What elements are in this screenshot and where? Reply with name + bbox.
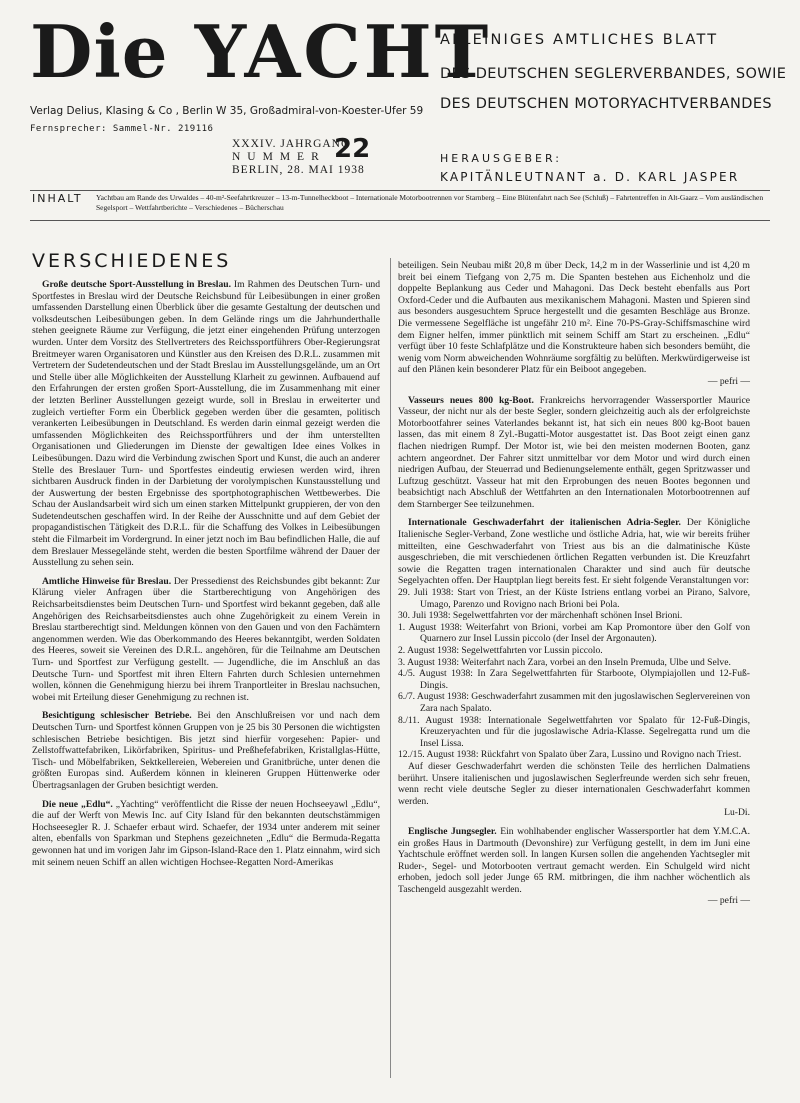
article-besichtigung bbox=[32, 710, 380, 791]
article-body: „Yachting“ veröffentlicht die Risse der neuen Hochseeyawl „Edlu“, die auf der Werft von Mewis Inc. auf City Island für den bekannten deutschstämmigen Hochseesegler R. J. Schaefer erbaut wird. Schaefer, der 1934 unter anderem mit seiner alten, ebenfalls von Sparkman und Stephens gezeichneten „Edlu“ die Bermuda-Regatta gewonnen hat und im vorigen Jahr im Gipson-Island-Race den 1. Platz einnahm, wird sich mit seinem neuen Schiff an allen wichtigen Hochsee-Regatten Nord-Amerikas bbox=[32, 798, 380, 868]
article-edlu bbox=[32, 799, 380, 869]
claim-line-2: DES DEUTSCHEN SEGLERVERBANDES, SOWIE bbox=[440, 66, 787, 82]
toc-label: INHALT bbox=[32, 192, 83, 205]
schedule-item: 8./11. August 1938: Internationale Segelwettfahrten vor Spalato für 12-Fuß-Dingis, Kreuzeryachten und für die jugoslawische Adria-Klasse. Segelregatta rund um die Insel Lissa. bbox=[398, 714, 750, 749]
editor-name: KAPITÄNLEUTNANT a. D. KARL JASPER bbox=[440, 170, 740, 184]
article-body: Ein wohlhabender englischer Wassersportler hat dem Y.M.C.A. ein großes Haus in Dartmouth (Devonshire) zur Verfügung gestellt, in dem im Juni eine Yachtschule eröffnet werden soll. In langen Kursen sollen die angehenden Yachtsegler mit Ruder-, Segel- und Motorbooten vertraut gemacht werden. Ein Schulgeld wird nicht erhoben, jedoch soll jeder Junge 65 RM. mitbringen, die ihm nachher wöchentlich als Taschengeld ausgezahlt werden. bbox=[398, 825, 750, 895]
editor-block bbox=[440, 150, 739, 186]
issue-number: 22 bbox=[334, 134, 371, 164]
schedule-item: 3. August 1938: Weiterfahrt nach Zara, vorbei an den Inseln Premuda, Ulbe und Selve. bbox=[398, 656, 731, 668]
right-column bbox=[398, 260, 750, 914]
publisher-line: Verlag Delius, Klasing & Co , Berlin W 35, Großadmiral-von-Koester-Ufer 59 bbox=[30, 105, 424, 117]
number-label: NUMMER bbox=[232, 151, 326, 163]
schedule-item: 4./5. August 1938: In Zara Segelwettfahrten für Starboote, Olympiajollen und 12-Fuß-Dingis. bbox=[398, 668, 750, 691]
article-sport-ausstellung bbox=[32, 279, 380, 569]
masthead-title bbox=[30, 9, 492, 94]
phone-line: Fernsprecher: Sammel-Nr. 219116 bbox=[30, 124, 214, 134]
article-headline: Vasseurs neues 800 kg-Boot. bbox=[408, 394, 534, 406]
article-body: Im Rahmen des Deutschen Turn- und Sportfestes in Breslau wird der Deutsche Reichsbund für Leibesübungen in einer großen umfassenden Darstellung einen Überblick über die gesamte Gestaltung der deutschen und volksdeutschen Leibesübungen geben. In dem Gelände rings um die Jahrhunderthalle stehen geeignete Räume zur Verfügung, die jetzt einer eingehenden Prüfung unterzogen wurden. Unter dem Vorsitz des Stellvertreters des Reichssportführers Ober-Regierungsrat Breitmeyer waren Organisatoren und Künstler aus den Kreisen des D.R.L. zusammen mit Vertretern der Sudetendeutschen und der Stadt Breslau im Ausstellungsgelände, um an Ort und Stelle über alle Möglichkeiten der Ausstellung Klarheit zu gewinnen. Aufbauend auf den Erfahrungen der ersten großen Sport-Ausstellung, die im Zusammenhang mit einer der letzten Berliner Ausstellungen gezeigt wurde, soll in Breslau in erweiterter und zugleich vertiefter Form ein Überblick gegeben werden über die gesamten, politisch verankerten Leibesübungen in Deutschland. Es werden darin einmal gezeigt werden die umfassenden Möglichkeiten des Reichssportführers und der ihm unterstellten Organisationen und Gliederungen im Dienste der gewaltigen Idee eines Volkes in Leibesübungen. Dazu wird die Verbindung zwischen Sport und Kunst, die auch an anderer Stelle des Breslauer Turn- und Sportfestes eindeutig erwiesen werden wird, ihren sichtbaren Ausdruck finden in der Darbietung der vorolympischen Kunstausstellung und der Auswertung der besten Ergebnisse des sportphotographischen Wettbewerbes. Die Schau der Auslandsarbeit wird sich um einen starken Mittelpunkt gruppieren, der von den Sudetendeutschen geschaffen wird. In der Reihe der Ausschnitte und auf dem Gebiet der propagandistischen Tätigkeit des D.R.L. für die Schaffung des Volkes in Leibesübungen steht die Filmarbeit im Vordergrund. In einer jetzt noch im Bau befindlichen Halle, die auf dem Breslauer Messegelände steht, werden die besten Sportfilme während der Dauer der Ausstellung zu sehen sein. bbox=[32, 279, 381, 569]
article-amtliche-hinweise bbox=[32, 576, 380, 704]
schedule-list bbox=[398, 587, 750, 761]
article-signature: — pefri — bbox=[707, 895, 750, 907]
issue-date: BERLIN, 28. MAI 1938 bbox=[232, 164, 365, 176]
article-body: Frankreichs hervorragender Wassersportler Maurice Vasseur, der nicht nur als der beste Segler, sondern gleichzeitig auch als der erfolgreichste Motorbootfahrer seines Vaterlandes bekannt ist, hat sich ein neues 800 kg-Boot bauen lassen, das mit einem 8 Zyl.-Bugatti-Motor ausgestattet ist. Das Boot zeigt einen ganz flachen niedrigen Rumpf. Der Motor ist, wie bei den meisten modernen Booten, ganz achtern angeordnet. Der Fahrer sitzt unmittelbar vor dem Motor und wird durch einen niedrigen Aufbau, der Steuerrad und Bedienungselemente enthält, gegen Spritzwasser und Luftzug geschützt. Vasseur hat mit den Erprobungen des neuen Bootes begonnen und beabsichtigt nach Abschluß der Wettfahrten an den Internationalen Motorbootrennen auf dem Starnberger See teilzunehmen. bbox=[398, 394, 750, 510]
schedule-item: 30. Juli 1938: Segelwettfahrten vor der märchenhaft schönen Insel Brioni. bbox=[398, 610, 683, 622]
masthead-title-die: Die bbox=[30, 9, 169, 94]
claim-line-1: ALLEINIGES AMTLICHES BLATT bbox=[440, 32, 719, 48]
article-vasseur bbox=[398, 395, 750, 511]
schedule-item: 12./15. August 1938: Rückfahrt von Spalato über Zara, Lussino und Rovigno nach Triest. bbox=[398, 749, 742, 761]
schedule-item: 1. August 1938: Weiterfahrt von Brioni, vorbei am Kap Promontore über den Golf von Quarnero zur Insel Lussin piccolo (der Insel der Argonauten). bbox=[398, 621, 750, 645]
article-headline: Besichtigung schlesischer Betriebe. bbox=[42, 710, 192, 722]
article-adria bbox=[398, 517, 750, 818]
article-body: Der Pressedienst des Reichsbundes gibt bekannt: Zur Klärung vieler Anfragen über die Startberechtigung von Angehörigen des Reichsarbeitsdienstes beim Deutschen Turn- und Sportfest wird bekannt gegeben, daß alle Angehörigen des Reichsarbeitsdienstes auch ohne Zugehörigkeit zu einem Verein in Breslau startberechtigt sind. Meldungen können von den Gauen und von den Fachämtern angenommen werden. Wie das Oberkommando des Heeres bekanntgibt, werden Soldaten des Heeres, soweit sie Vereinen des D.R.L. angehören, für die Teilnahme am Deutschen Turn- und Sportfest zur Verfügung gestellt. — Jugendliche, die im Anschluß an das Deutsche Turn- und Sportfest mit ihren Eltern Fahrten durch Schlesien unternehmen wollen, können die Genehmigung hierzu bei ihrem Tranportleiter in Breslau nachsuchen, wobei mit Erteilung dieser Genehmigung zu rechnen ist. bbox=[32, 575, 380, 703]
masthead-title-yacht: YACHT bbox=[194, 9, 492, 94]
article-body: Der Königliche Italienische Segler-Verband, Zone westliche und östliche Adria, hat, wie wir bereits früher mitteilten, eine Geschwaderfahrt von Triest aus bis an die dalmatinische Küste ausgeschrieben, die mit verschiedenen örtlichen Regatten verbunden ist. Die Kreuzfahrt sowie die Regatten tragen internationalen Charakter und sind auch für deutsche Segelyachten offen. Der Hauptplan liegt bereits fest. Er sieht folgende Veranstaltungen vor: bbox=[398, 517, 750, 587]
article-headline: Die neue „Edlu“. bbox=[42, 798, 113, 810]
article-edlu-continued bbox=[398, 260, 750, 388]
left-column bbox=[32, 250, 380, 875]
toc-text: Yachtbau am Rande des Urwaldes – 40-m²-Seefahrtkreuzer – 13-m-Tunnelheckboot – Internationale Motorbootrennen vor Starnberg – Eine Blütenfahrt nach See (Schluß) – Fahrtentreffen in Alt-Gaarz – Vom ausländischen Segelsport – Wettfahrtberichte – Verschiedenes – Bücherschau bbox=[96, 193, 764, 212]
article-jungsegler bbox=[398, 826, 750, 907]
schedule-item: 6./7. August 1938: Geschwaderfahrt zusammen mit den jugoslawischen Seglervereinen von Zara nach Spalato. bbox=[398, 691, 750, 714]
article-headline: Amtliche Hinweise für Breslau. bbox=[42, 575, 172, 587]
article-signature: Lu-Di. bbox=[724, 807, 750, 819]
article-signature: — pefri — bbox=[707, 375, 750, 387]
toc-rule-bottom bbox=[30, 220, 770, 221]
article-body: Bei den Anschlußreisen vor und nach dem Deutschen Turn- und Sportfest können Gruppen von je 25 bis 30 Personen die wichtigsten schlesischen Betriebe besichtigen. Bis jetzt sind hierfür vorgesehen: Papier- und Zellstoffwattefabriken, Likörfabriken, Spiritus- und Preßhefefabriken, Kristallglas-Hütte, Tisch- und Möbelfabriken, Sektkellereien, Webereien und Granitbrüche, unter denen die größten Europas sind. Außerdem können in kleineren Gruppen Hüttenwerke oder Übertragsanlagen der Gruben besichtigt werden. bbox=[32, 710, 380, 791]
schedule-item: 2. August 1938: Segelwettfahrten vor Lussin piccolo. bbox=[398, 645, 603, 656]
schedule-item: 29. Juli 1938: Start von Triest, an der Küste Istriens entlang vorbei an Pirano, Salvore, Umago, Parenzo und Rovigno nach Brioni bei Pola. bbox=[398, 587, 750, 610]
article-body: Auf dieser Geschwaderfahrt werden die schönsten Teile des herrlichen Dalmatiens berührt. Unsere italienischen und jugoslawischen Seglerfreunde werden sich sehr freuen, wenn recht viele deutsche Segler zu dieser internationalen Geschwaderfahrt kommen werden. bbox=[398, 760, 750, 807]
column-divider bbox=[390, 258, 391, 1078]
toc-rule-top bbox=[30, 190, 770, 191]
article-headline: Internationale Geschwaderfahrt der italienischen Adria-Segler. bbox=[408, 517, 681, 529]
article-headline: Englische Jungsegler. bbox=[408, 825, 497, 837]
claim-line-3: DES DEUTSCHEN MOTORYACHTVERBANDES bbox=[440, 96, 773, 112]
section-title: VERSCHIEDENES bbox=[32, 250, 232, 272]
volume-label: XXXIV. JAHRGANG bbox=[232, 138, 351, 150]
editor-label: HERAUSGEBER: bbox=[440, 152, 562, 165]
article-body: beteiligen. Sein Neubau mißt 20,8 m über Deck, 14,2 m in der Wasserlinie und ist 4,20 m breit bei einem Tiefgang von 2,75 m. Die Spanten bestehen aus Eichenholz und die doppelte Beplankung aus Ceder und Mahagoni. Das Deck besteht ebenfalls aus Port Oxford-Ceder und die Aufbauten aus mexikanischem Mahagoni. Masten und Spieren sind aus besonders ausgesuchtem Spruce hergestellt und die gesamten Beschläge aus Bronze. Die vermessene Segelfläche ist ungefähr 210 m². Eine 70-PS-Gray-Schiffsmaschine wird dem Eigner helfen, immer pünktlich mit seinem Schiff am Start zu erscheinen. „Edlu“ verfügt über 10 feste Schlafplätze und die Konstrukteure haben sich besonders bemüht, die wenig vom Norm abweichenden Wohnräume sorgfältig zu belüften. Merkwürdigerweise ist auf den Plänen kein besonderer Platz für ein Beiboot angegeben. bbox=[398, 260, 750, 376]
article-headline: Große deutsche Sport-Ausstellung in Breslau. bbox=[42, 279, 231, 290]
